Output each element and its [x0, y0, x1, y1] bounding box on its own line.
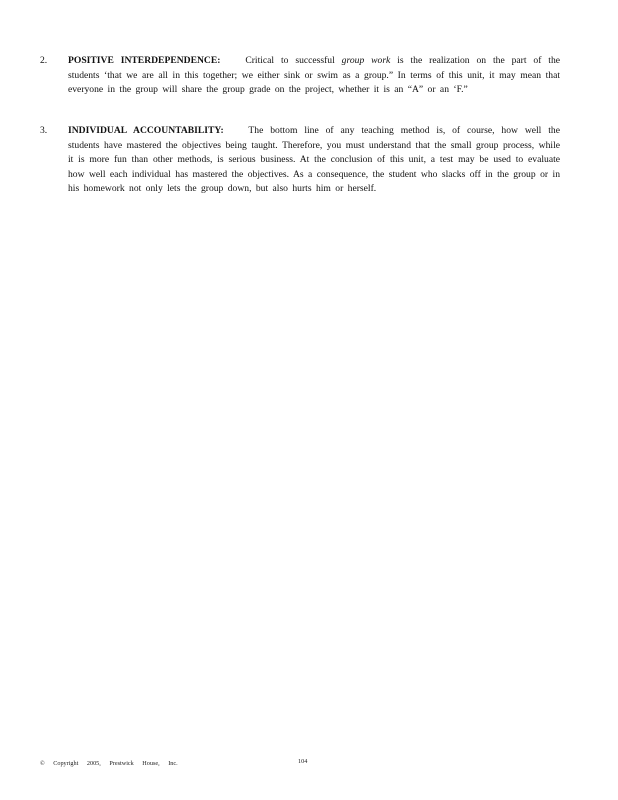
item-heading: POSITIVE INTERDEPENDENCE:	[68, 55, 221, 66]
item-text: Critical to successful	[245, 55, 342, 66]
item-number: 3.	[40, 125, 48, 136]
item-heading: INDIVIDUAL ACCOUNTABILITY:	[68, 125, 224, 136]
item-number: 2.	[40, 55, 48, 66]
copyright-notice: © Copyright 2005, Prestwick House, Inc.	[40, 760, 178, 767]
item-paragraph	[68, 54, 560, 98]
item-emphasis: group work	[341, 55, 391, 66]
list-item-individual-accountability	[40, 124, 560, 197]
item-text: is the realization on the part of the students ‘that we are all in this together; we either sink or swim as a group.” In terms of this unit, it may mean that everyone in the group will share the group grade on the project, whether it is an “A” or an ‘F.”	[68, 55, 560, 96]
item-text: The bottom line of any teaching method is, of course, how well the students have mastered the objectives being taught. Therefore, you must understand that the small group process, while it is more fun than other methods, is serious business. At the conclusion of this unit, a test may be used to evaluate how well each individual has mastered the objectives. As a consequence, the student who slacks off in the group or in his homework not only lets the group down, but also hurts him or herself.	[68, 125, 560, 195]
list-item-positive-interdependence	[40, 54, 560, 98]
page-number: 104	[298, 758, 308, 765]
item-paragraph	[68, 124, 560, 197]
